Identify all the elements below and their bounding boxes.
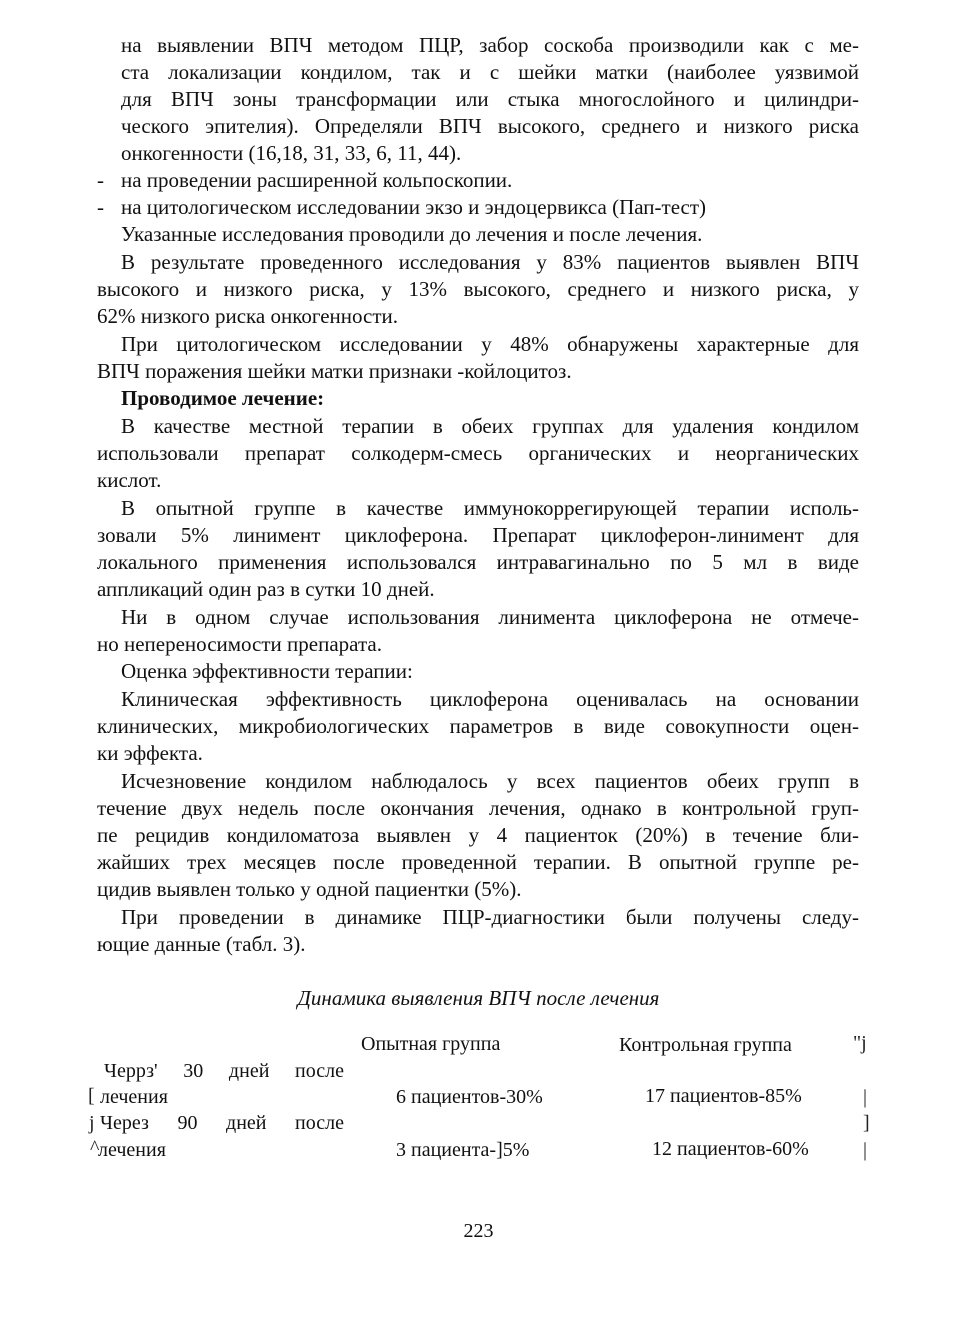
text-line: зовали 5% линимент циклоферона. Препарат циклоферон-линимент для — [97, 523, 859, 547]
row-label-cont: лечения — [100, 1086, 168, 1108]
text-line: клинических, микробиологических параметров в виде совокупности оцен- — [97, 714, 859, 738]
text-line: ющие данные (табл. 3). — [97, 932, 306, 956]
text-line: ческого эпителия). Определяли ВПЧ высокого, среднего и низкого риска — [121, 114, 859, 138]
list-dash: - — [97, 168, 104, 192]
text-line: Клиническая эффективность циклоферона оценивалась на основании — [121, 687, 859, 711]
text-line: онкогенности (16,18, 31, 33, 6, 11, 44). — [121, 141, 462, 165]
text-line: В качестве местной терапии в обеих группах для удаления кондилом — [121, 414, 859, 438]
text-line: жайших трех месяцев после проведенной терапии. В опытной группе ре- — [97, 850, 859, 874]
row-label: Через 90 дней после — [100, 1112, 344, 1134]
text-line: использовали препарат солкодерм-смесь органических и неорганических — [97, 441, 859, 465]
text-line: ВПЧ поражения шейки матки признаки -койлоцитоз. — [97, 359, 572, 383]
text-line: течение двух недель после окончания лечения, однако в контрольной груп- — [97, 796, 859, 820]
text-line: При проведении в динамике ПЦР-диагностики были получены следу- — [121, 905, 859, 929]
scan-mark: | — [863, 1139, 868, 1161]
text-line: аппликаций один раз в сутки 10 дней. — [97, 577, 435, 601]
text-line: ста локализации кондилом, так и с шейки матки (наиболее уязвимой — [121, 60, 859, 84]
cell-control: 12 пациентов-60% — [652, 1138, 809, 1160]
column-header-control: Контрольная группа — [619, 1034, 792, 1056]
scan-mark: ^ — [90, 1137, 100, 1159]
scan-mark: j — [89, 1112, 95, 1134]
text-line: цидив выявлен только у одной пациентки (5%). — [97, 877, 522, 901]
text-line: локального применения использовался интравагинально по 5 мл в виде — [97, 550, 859, 574]
text-line: для ВПЧ зоны трансформации или стыка многослойного и цилиндри- — [121, 87, 859, 111]
row-label-cont: лечения — [98, 1139, 166, 1161]
scan-mark: "j — [853, 1032, 867, 1054]
text-line: Указанные исследования проводили до лечения и после лечения. — [121, 222, 703, 246]
text-line: но непереносимости препарата. — [97, 632, 382, 656]
scan-mark: ] — [863, 1112, 870, 1134]
list-item: на цитологическом исследовании экзо и эндоцервикса (Пап-тест) — [121, 195, 707, 219]
list-dash: - — [97, 195, 104, 219]
text-line: Ни в одном случае использования линимента циклоферона не отмече- — [121, 605, 859, 629]
column-header-experimental: Опытная группа — [361, 1033, 501, 1055]
list-item: на проведении расширенной кольпоскопии. — [121, 168, 513, 192]
text-line: Исчезновение кондилом наблюдалось у всех пациентов обеих групп в — [121, 769, 859, 793]
text-line: кислот. — [97, 468, 162, 492]
scan-mark: [ — [88, 1085, 95, 1107]
page-number: 223 — [463, 1220, 494, 1242]
text-line: В результате проведенного исследования у 83% пациентов выявлен ВПЧ — [121, 250, 859, 274]
text-line: В опытной группе в качестве иммунокоррегирующей терапии исполь- — [121, 496, 859, 520]
cell-control: 17 пациентов-85% — [645, 1085, 802, 1107]
text-line: пе рецидив кондиломатоза выявлен у 4 пациенток (20%) в течение бли- — [97, 823, 859, 847]
text-line: на выявлении ВПЧ методом ПЦР, забор соскоба производили как с ме- — [121, 33, 859, 57]
cell-experimental: 3 пациента-]5% — [396, 1139, 530, 1161]
section-heading: Проводимое лечение: — [121, 386, 325, 410]
text-line: При цитологическом исследовании у 48% обнаружены характерные для — [121, 332, 859, 356]
text-line: Оценка эффективности терапии: — [121, 659, 413, 683]
text-line: высокого и низкого риска, у 13% высокого, среднего и низкого риска, у — [97, 277, 859, 301]
row-label: Черрз' 30 дней после — [104, 1060, 344, 1082]
text-line: 62% низкого риска онкогенности. — [97, 304, 399, 328]
table-caption: Динамика выявления ВПЧ после лечения — [297, 986, 660, 1010]
cell-experimental: 6 пациентов-30% — [396, 1086, 543, 1108]
text-line: ки эффекта. — [97, 741, 203, 765]
scan-mark: | — [863, 1086, 868, 1108]
